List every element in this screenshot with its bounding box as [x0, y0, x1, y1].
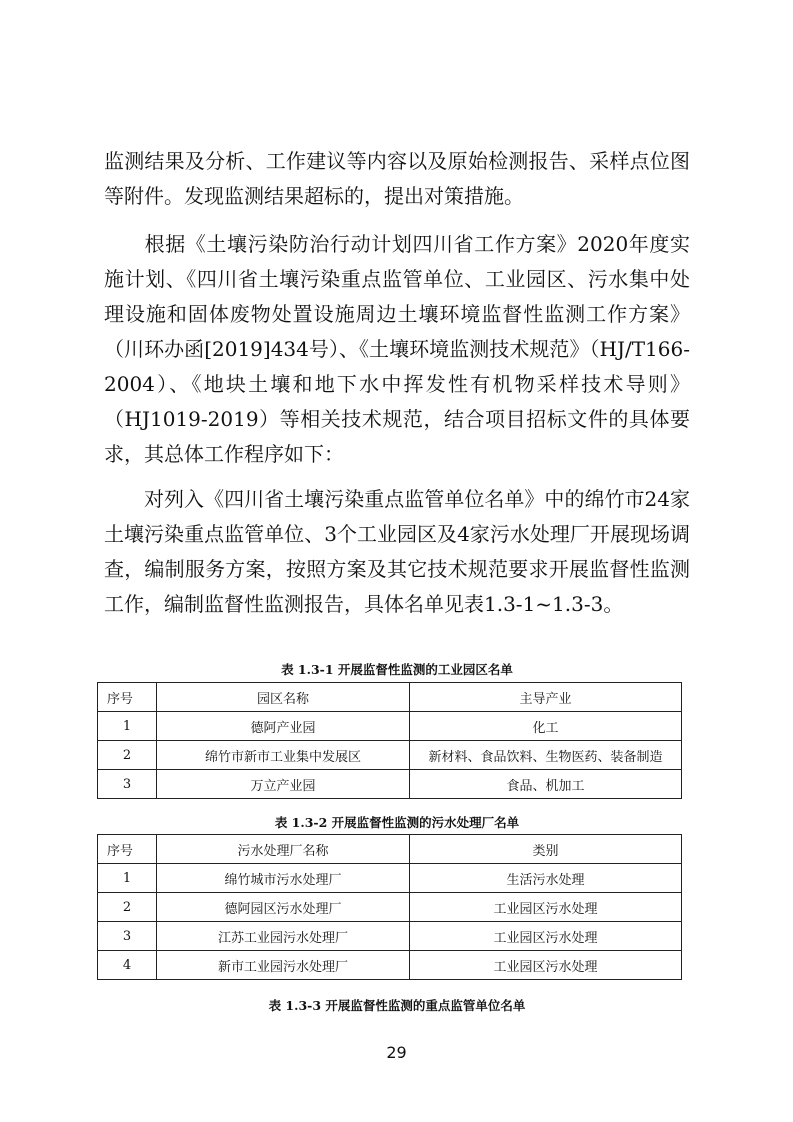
table-cell: 绵竹城市污水处理厂 [157, 864, 410, 893]
table-cell: 食品、机加工 [410, 770, 682, 799]
table-cell: 德阿园区污水处理厂 [157, 893, 410, 922]
table-cell: 江苏工业园污水处理厂 [157, 922, 410, 951]
table-row [98, 951, 682, 980]
wastewater-plant-table [97, 834, 682, 980]
table-cell: 新材料、食品饮料、生物医药、装备制造 [410, 741, 682, 770]
table-cell: 德阿产业园 [157, 712, 410, 741]
table-cell: 3 [98, 922, 157, 951]
table-cell: 新市工业园污水处理厂 [157, 951, 410, 980]
table1-caption: 表 1.3-1 开展监督性监测的工业园区名单 [281, 662, 513, 677]
table-cell: 4 [98, 951, 157, 980]
table-cell: 生活污水处理 [410, 864, 682, 893]
table-row [98, 922, 682, 951]
table-cell: 工业园区污水处理 [410, 922, 682, 951]
industrial-park-table [97, 682, 682, 799]
table-cell: 工业园区污水处理 [410, 951, 682, 980]
header-cell: 主导产业 [410, 683, 682, 712]
table-header-row [98, 835, 682, 864]
table2-caption: 表 1.3-2 开展监督性监测的污水处理厂名单 [274, 815, 520, 830]
table-cell: 2 [98, 893, 157, 922]
table-row [98, 770, 682, 799]
paragraph-basis: 根据《土壤污染防治行动计划四川省工作方案》2020年度实施计划、《四川省土壤污染重点监管单位、工业园区、污水集中处理设施和固体废物处置设施周边土壤环境监督性监测工作方案》（川环办函[2019]434号）、《土壤环境监测技术规范》（HJ/T166-2004）、《地块土壤和地下水中挥发性有机物采样技术导则》（HJ1019-2019）等相关技术规范，结合项目招标文件的具体要求，其总体工作程序如下： [104, 232, 690, 466]
header-cell: 类别 [410, 835, 682, 864]
paragraph-continued: 监测结果及分析、工作建议等内容以及原始检测报告、采样点位图等附件。发现监测结果超标的，提出对策措施。 [104, 149, 690, 208]
table-row [98, 893, 682, 922]
table-cell: 2 [98, 741, 157, 770]
table-row [98, 864, 682, 893]
table-row [98, 712, 682, 741]
table-header-row [98, 683, 682, 712]
table-cell: 绵竹市新市工业集中发展区 [157, 741, 410, 770]
table-cell: 3 [98, 770, 157, 799]
page-number: 29 [386, 1043, 407, 1062]
header-cell: 污水处理厂名称 [157, 835, 410, 864]
table-cell: 化工 [410, 712, 682, 741]
paragraph-scope: 对列入《四川省土壤污染重点监管单位名单》中的绵竹市24家土壤污染重点监管单位、3个工业园区及4家污水处理厂开展现场调查，编制服务方案，按照方案及其它技术规范要求开展监督性监测工作，编制监督性监测报告，具体名单见表1.3-1~1.3-3。 [104, 487, 690, 616]
table-cell: 工业园区污水处理 [410, 893, 682, 922]
table-row [98, 741, 682, 770]
table-cell: 万立产业园 [157, 770, 410, 799]
table-cell: 1 [98, 864, 157, 893]
header-cell: 序号 [98, 683, 157, 712]
header-cell: 园区名称 [157, 683, 410, 712]
table-cell: 1 [98, 712, 157, 741]
header-cell: 序号 [98, 835, 157, 864]
table3-caption: 表 1.3-3 开展监督性监测的重点监管单位名单 [268, 998, 526, 1013]
